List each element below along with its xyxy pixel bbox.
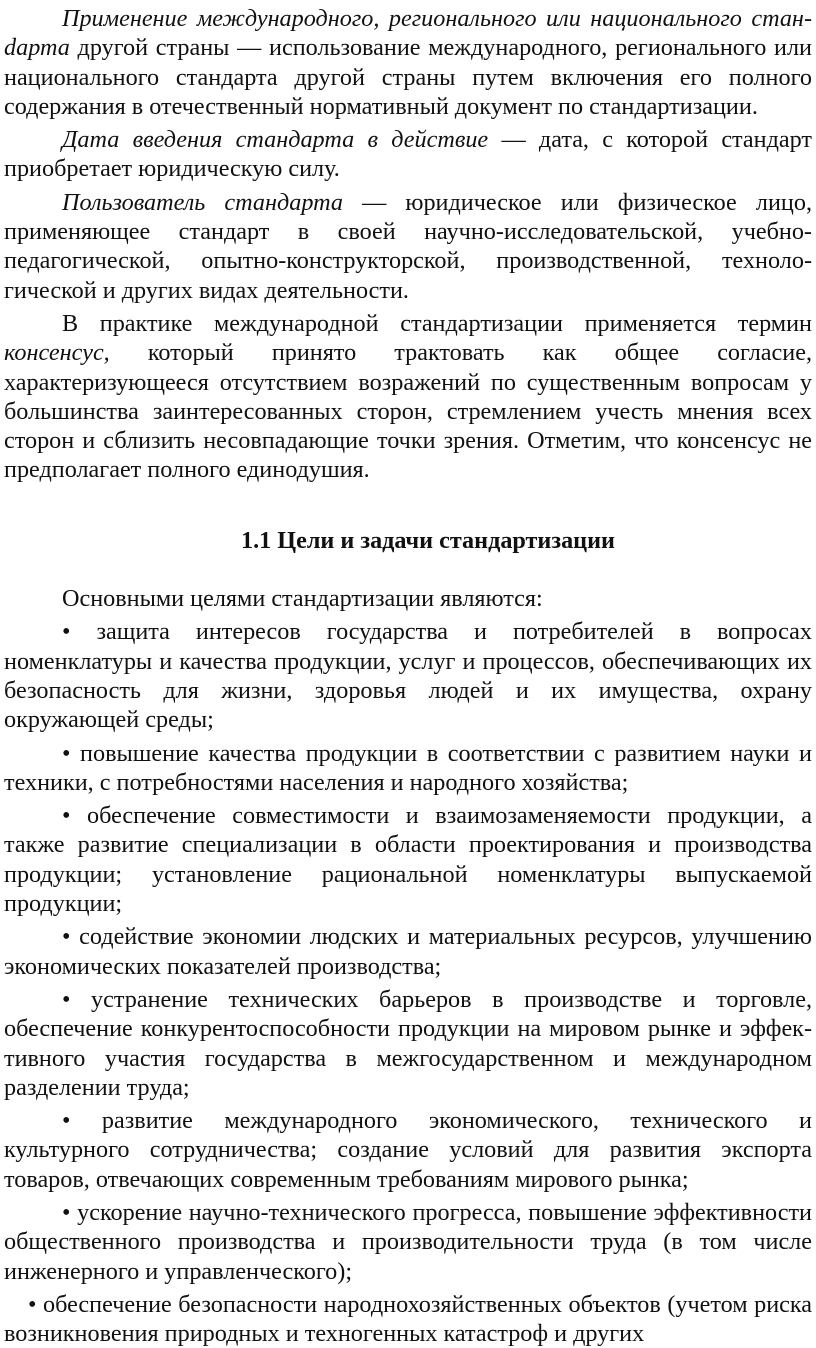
paragraph-text: — дата, с которой стандарт приобретает юридическую силу.: [4, 126, 812, 183]
goal-bullet-4: • содействие экономии людских и материальных ресурсов, улучшению экономических показателей производства;: [4, 923, 812, 980]
term-consensus: консенсус,: [4, 339, 110, 367]
paragraph-international-standard-application: [4, 4, 812, 121]
term-international-standard-application: Применение международного, регионального или национального станdарта: [4, 5, 812, 62]
section-heading: 1.1 Цели и задачи стандартизации: [240, 526, 615, 554]
goal-bullet-7: • ускорение научно-технического прогресса, повышение эффективности общественного производства и производительности труда (в том числе инженерного и управленческого);: [4, 1198, 812, 1285]
goal-bullet-1: • защита интересов государства и потребителей в вопросах номенклатуры и качества продукции, услуг и процессов, обеспечивающих их безопасность для жизни, здоровья людей и их имущества, охрану окружающей среды;: [4, 618, 812, 734]
paragraph-text: — юридическое или физическое лицо, применяющее стандарт в своей научно-исследовательской, учебно-педагогической, опытно-конструкторской, производственной, технологической и других видах деятельности.: [4, 188, 812, 304]
goal-bullet-8: • обеспечение безопасности народнохозяйственных объектов (учетом риска возникновения природных и техногенных катастроф и других: [4, 1290, 812, 1348]
goal-bullet-5: • устранение технических барьеров в производстве и торговле, обеспечение конкурентоспособности продукции на мировом рынке и эффективного участия государства в межгосударственном и международном разделении труда;: [4, 985, 812, 1101]
paragraph-standard-user: [4, 188, 812, 305]
goal-bullet-6: • развитие международного экономического, технического и культурного сотрудничества; создание условий для развития экспорта товаров, отвечающих современным требованиям мирового рынка;: [4, 1107, 812, 1193]
goal-bullet-2: • повышение качества продукции в соответствии с развитием науки и техники, с потребностями населения и народного хозяйства;: [4, 739, 812, 796]
term-standard-user: Пользователь стандарта: [62, 188, 343, 216]
paragraph-lead: В практике международной стандартизации применяется термин: [62, 309, 812, 337]
paragraph-consensus: [4, 309, 812, 485]
section-intro: Основными целями стандартизации являются:: [62, 585, 543, 613]
term-standard-effective-date: Дата введения стандарта в действие: [62, 126, 489, 154]
paragraph-text: другой страны — использование международного, регионального или национального стандарта другой страны путем включения его полного содержания в отечественный нормативный документ по стандартизации.: [4, 34, 812, 120]
paragraph-standard-effective-date: [4, 125, 812, 184]
goal-bullet-3: • обеспечение совместимости и взаимозаменяемости продукции, а также развитие специализации в области проектирования и производства продукции; установление рациональной номенклатуры выпускаемой продукции;: [4, 802, 812, 918]
paragraph-text: который принято трактовать как общее согласие, характеризующееся отсутствием возражений по существенным вопросам у большинства заинтересованных сторон, стремлением учесть мнения всех сторон и сблизить несовпадающие точки зрения. Отметим, что консенсус не предполагает полного единодушия.: [4, 339, 812, 484]
